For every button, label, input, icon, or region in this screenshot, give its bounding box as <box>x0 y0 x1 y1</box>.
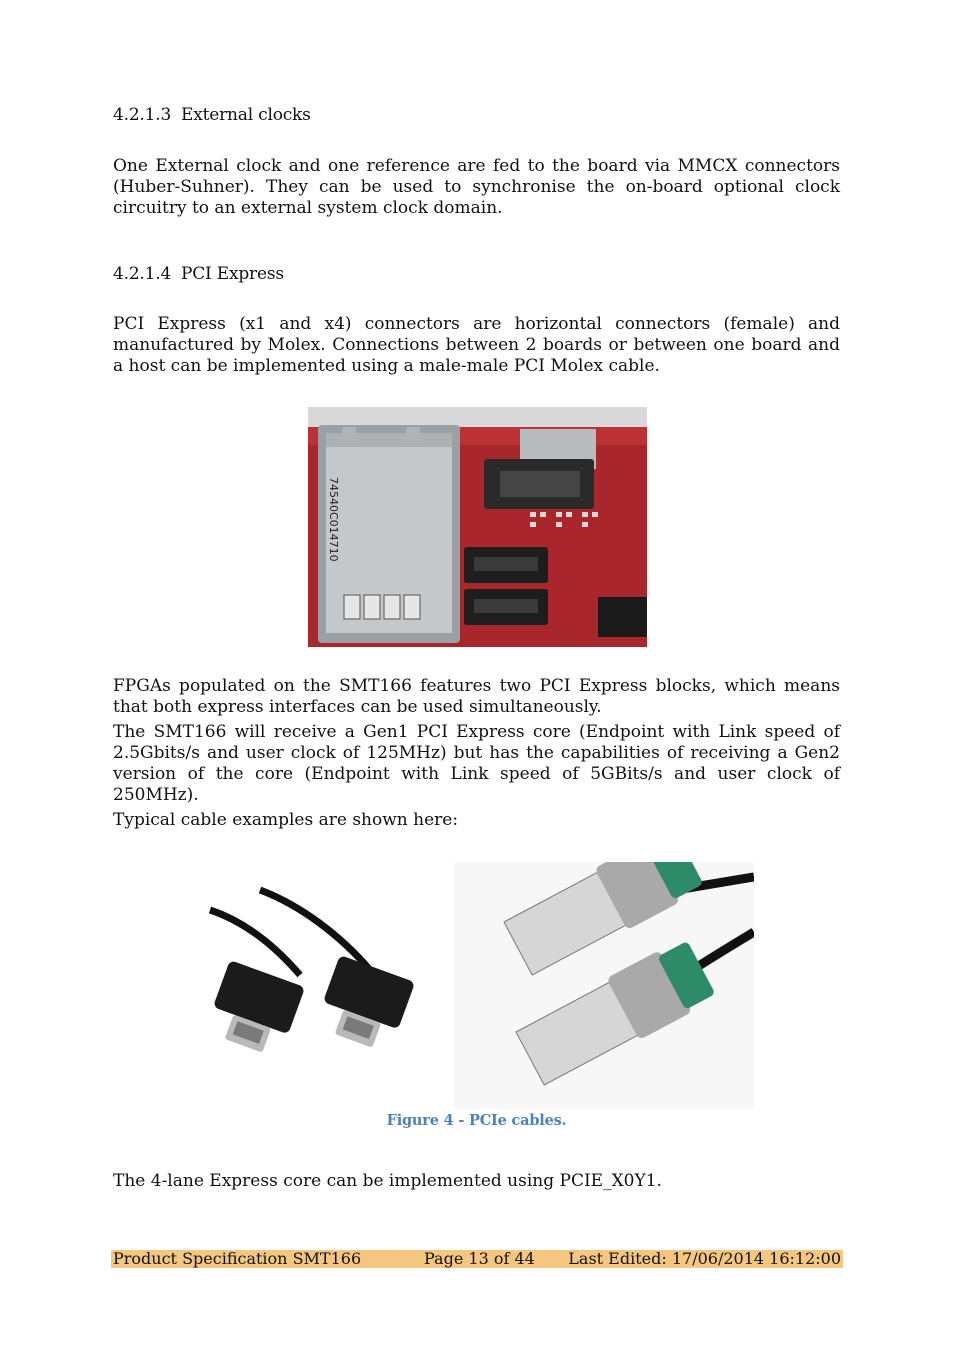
footer-page-number: Page 13 of 44 <box>424 1249 535 1268</box>
pcie-cable-photo <box>454 862 754 1109</box>
footer-product: Product Specification SMT166 <box>113 1249 362 1268</box>
dvi-cable-photo <box>200 880 440 1060</box>
figure-caption: Figure 4 - PCIe cables. <box>386 1112 567 1129</box>
pcb-connector-label: 74540C014710 <box>327 477 340 562</box>
section-heading-pci-express <box>113 264 284 284</box>
footer-last-edited: Last Edited: 17/06/2014 16:12:00 <box>568 1249 841 1268</box>
gen-paragraph: The SMT166 will receive a Gen1 PCI Express core (Endpoint with Link speed of 2.5Gbits/s and user clock of 125MHz) but has the capabilities of receiving a Gen2 version of the core (Endpoint with Link speed of 5GBits/s and user clock of 250MHz). <box>113 722 840 805</box>
fpgas-paragraph: FPGAs populated on the SMT166 features two PCI Express blocks, which means that both express interfaces can be used simultaneously. <box>113 676 840 717</box>
external-clocks-paragraph: One External clock and one reference are fed to the board via MMCX connectors (Huber-Suhner). They can be used to synchronise the on-board optional clock circuitry to an external system clock domain. <box>113 156 840 218</box>
pcb-connector-photo <box>308 407 647 647</box>
section-heading-external-clocks <box>113 105 311 125</box>
section-title: External clocks <box>181 105 311 125</box>
typical-cables-paragraph: Typical cable examples are shown here: <box>113 810 459 830</box>
section-number: 4.2.1.4 <box>113 264 172 284</box>
section-number: 4.2.1.3 <box>113 105 172 125</box>
page-footer <box>111 1250 843 1268</box>
section-title: PCI Express <box>181 264 284 284</box>
pci-express-paragraph: PCI Express (x1 and x4) connectors are horizontal connectors (female) and manufactured by Molex. Connections between 2 boards or between one board and a host can be implemented using a male-male PCI Molex cable. <box>113 314 840 376</box>
four-lane-paragraph: The 4-lane Express core can be implemented using PCIE_X0Y1. <box>113 1171 662 1191</box>
